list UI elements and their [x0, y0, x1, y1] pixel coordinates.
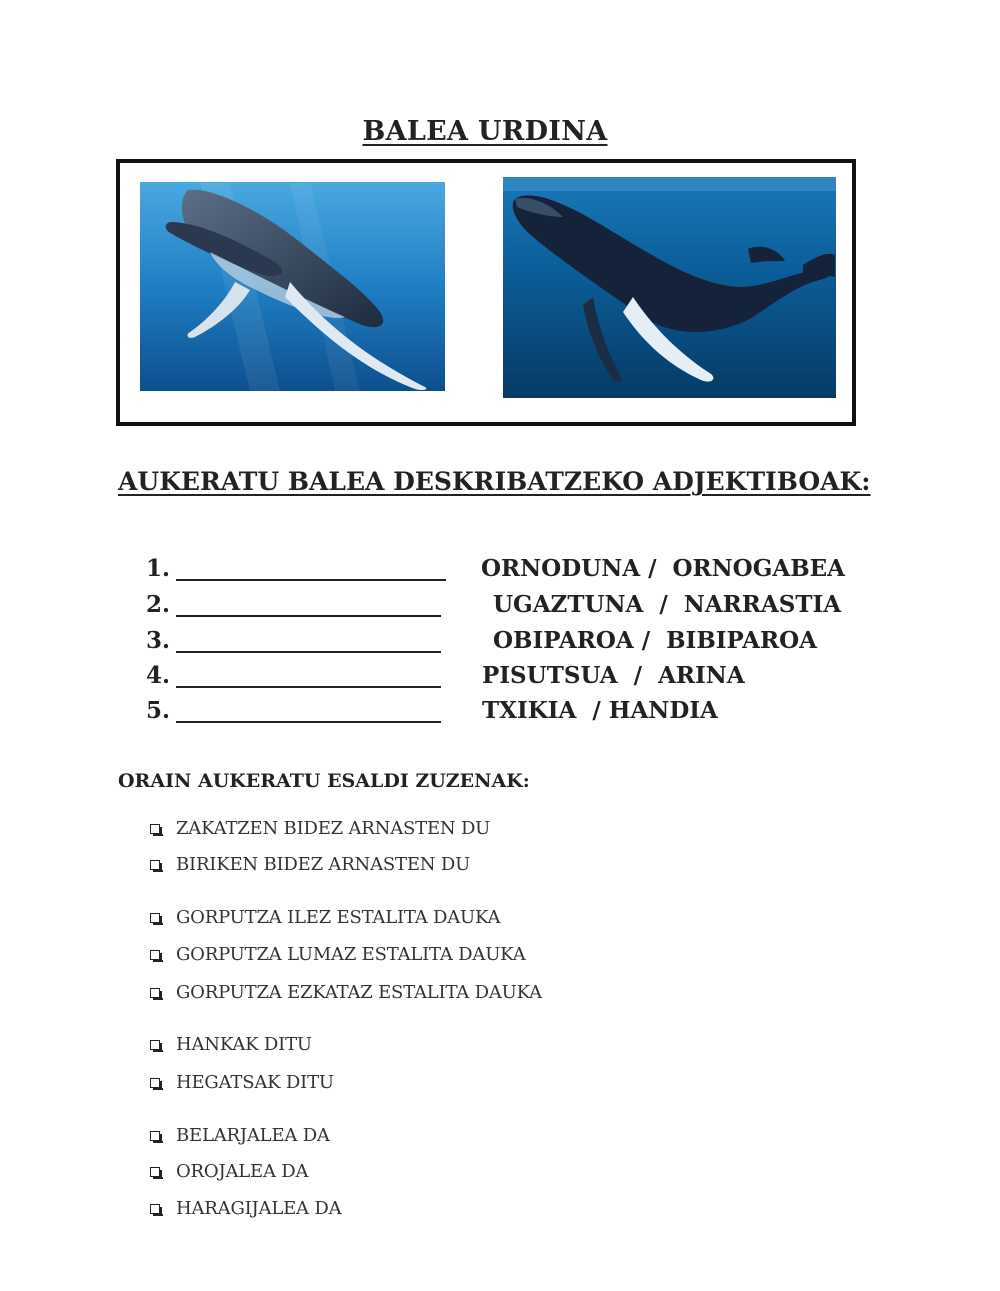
whale-photo-1 [140, 182, 445, 391]
checkbox-icon[interactable] [150, 950, 160, 960]
sentence-label: BELARJALEA DA [176, 1125, 330, 1146]
sentence-label: OROJALEA DA [176, 1161, 309, 1182]
checkbox-icon[interactable] [150, 1131, 160, 1141]
adjectives-heading: AUKERATU BALEA DESKRIBATZEKO ADJEKTIBOAK: [118, 467, 871, 496]
adjective-number: 2. [146, 591, 171, 618]
whale-photo-2 [503, 177, 836, 398]
adjective-options: UGAZTUNA / NARRASTIA [493, 591, 842, 618]
checkbox-icon[interactable] [150, 913, 160, 923]
checkbox-icon[interactable] [150, 1040, 160, 1050]
sentence-label: GORPUTZA LUMAZ ESTALITA DAUKA [176, 944, 526, 965]
answer-blank[interactable] [176, 686, 441, 688]
answer-blank[interactable] [176, 721, 441, 723]
checkbox-icon[interactable] [150, 988, 160, 998]
checkbox-icon[interactable] [150, 1078, 160, 1088]
humpback-whale-icon [503, 177, 836, 398]
adjective-number: 3. [146, 627, 171, 654]
adjective-options: OBIPAROA / BIBIPAROA [493, 627, 817, 654]
adjective-number: 5. [146, 697, 171, 724]
sentence-label: HANKAK DITU [176, 1034, 312, 1055]
humpback-whale-icon [140, 182, 445, 391]
adjective-options: ORNODUNA / ORNOGABEA [481, 555, 846, 582]
sentence-label: HEGATSAK DITU [176, 1072, 334, 1093]
answer-blank[interactable] [176, 579, 446, 581]
answer-blank[interactable] [176, 615, 441, 617]
sentence-label: GORPUTZA EZKATAZ ESTALITA DAUKA [176, 982, 542, 1003]
checkbox-icon[interactable] [150, 1204, 160, 1214]
answer-blank[interactable] [176, 651, 441, 653]
sentence-label: ZAKATZEN BIDEZ ARNASTEN DU [176, 818, 491, 839]
sentence-label: GORPUTZA ILEZ ESTALITA DAUKA [176, 907, 501, 928]
checkbox-icon[interactable] [150, 1167, 160, 1177]
photo-frame [116, 159, 856, 426]
adjective-options: TXIKIA / HANDIA [482, 697, 718, 724]
sentence-label: BIRIKEN BIDEZ ARNASTEN DU [176, 854, 471, 875]
adjective-options: PISUTSUA / ARINA [482, 662, 745, 689]
checkbox-icon[interactable] [150, 824, 160, 834]
sentences-heading: ORAIN AUKERATU ESALDI ZUZENAK: [118, 770, 530, 792]
checkbox-icon[interactable] [150, 860, 160, 870]
adjective-number: 1. [146, 555, 171, 582]
adjective-number: 4. [146, 662, 171, 689]
sentence-label: HARAGIJALEA DA [176, 1198, 342, 1219]
page-title: BALEA URDINA [362, 116, 608, 147]
